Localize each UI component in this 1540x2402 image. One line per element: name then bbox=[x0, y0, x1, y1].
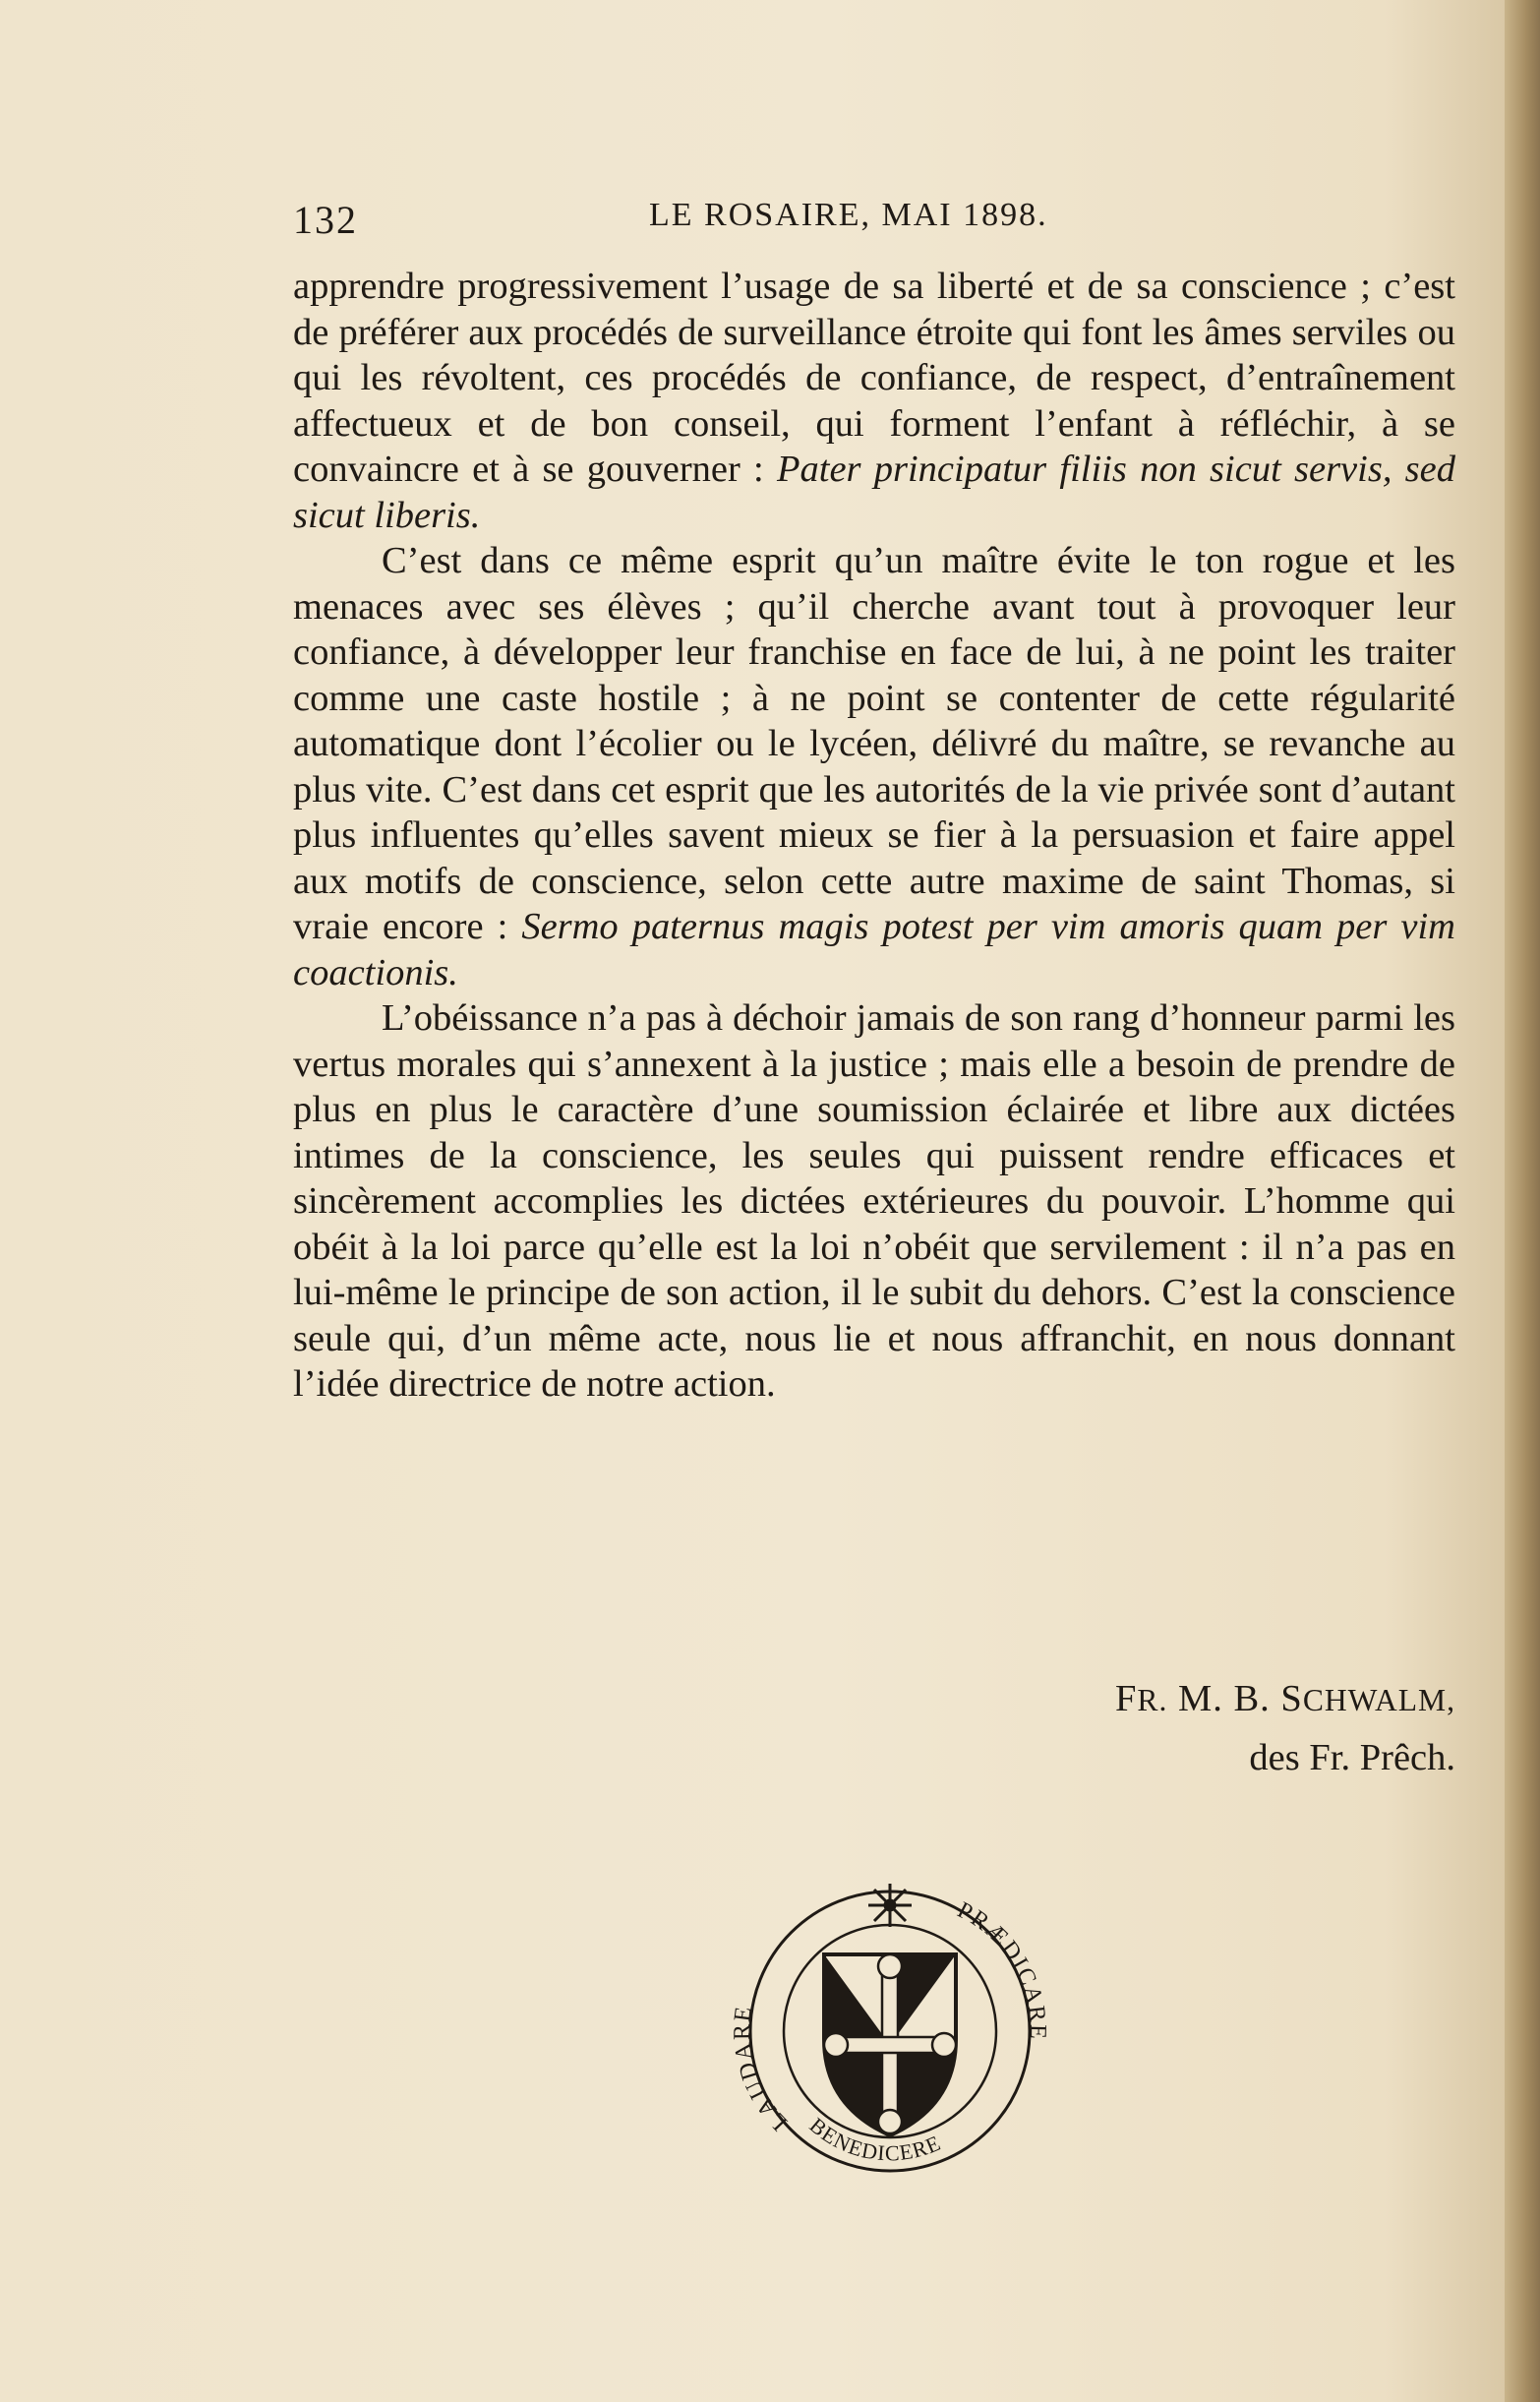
author-surname-initial: S bbox=[1280, 1678, 1303, 1719]
shield-icon bbox=[824, 1954, 956, 2135]
author-prefix-rest: R. bbox=[1137, 1683, 1168, 1717]
paragraph-2-text: C’est dans ce même esprit qu’un maître évite le ton rogue et les menaces avec ses élèves ; qu’il cherche avant tout à provoquer leur confiance, à développer leur franchise en face de lui, à ne point les traiter comme une caste hostile ; à ne point se contenter de cette régularité automatique dont l’écolier ou le lycéen, délivré du maître, se revanche au plus vite. C’est dans cet esprit que les autorités de la vie privée sont d’autant plus influentes qu’elles savent mieux se fier à la persuasion et faire appel aux motifs de conscience, selon cette autre maxime de saint Thomas, si vraie encore : bbox=[293, 540, 1455, 947]
paragraph-1-text: apprendre progressivement l’usage de sa liberté et de sa conscience ; c’est de préférer aux procédés de surveillance étroite qui font les âmes serviles ou qui les révoltent, ces procédés de confiance, de respect, d’entraînement affectueux et de bon conseil, qui forment l’enfant à réfléchir, à se convaincre et à se gouverner : bbox=[293, 266, 1455, 490]
latin-quote-2: Sermo paternus magis potest per vim amoris quam per vim coactionis. bbox=[293, 906, 1455, 993]
author-signature bbox=[293, 1670, 1455, 1786]
motto-right: PRÆDICARE bbox=[953, 1896, 1051, 2042]
svg-text:PRÆDICARE bbox=[953, 1897, 1050, 2041]
author-name bbox=[1115, 1678, 1455, 1719]
star-icon bbox=[868, 1884, 912, 1927]
motto-left: LAUDARE bbox=[729, 2003, 794, 2135]
author-order: des Fr. Prêch. bbox=[1249, 1737, 1455, 1778]
dominican-emblem bbox=[728, 1864, 1052, 2189]
book-spine-edge bbox=[1505, 0, 1540, 2402]
running-title: LE ROSAIRE, MAI 1898. bbox=[649, 197, 1048, 233]
paragraph-3-text: L’obéissance n’a pas à déchoir jamais de son rang d’honneur parmi les vertus morales qui s’annexent à la justice ; mais elle a besoin de prendre de plus en plus le caractère d’une soumission éclairée et libre aux dictées intimes de la conscience, les seules qui puissent rendre efficaces et sincèrement accomplies les dictées extérieures du pouvoir. L’homme qui obéit à la loi parce qu’elle est la loi n’obéit que servilement : il n’a pas en lui-même le principe de son action, il le subit du dehors. C’est la conscience seule qui, d’un même acte, nous lie et nous affranchit, en nous donnant l’idée directrice de notre action. bbox=[293, 997, 1455, 1405]
author-initials: M. B. bbox=[1177, 1678, 1271, 1719]
paragraph-2 bbox=[293, 538, 1455, 995]
paragraph-3 bbox=[293, 995, 1455, 1408]
body-text bbox=[293, 264, 1455, 1408]
paragraph-1 bbox=[293, 264, 1455, 538]
author-surname-rest: CHWALM, bbox=[1302, 1683, 1455, 1717]
latin-quote-1: Pater principatur filiis non sicut servis, sed sicut liberis. bbox=[293, 449, 1456, 536]
motto-bottom: BENEDICERE bbox=[804, 2112, 945, 2166]
author-prefix-initial: F bbox=[1114, 1678, 1138, 1719]
page-header bbox=[293, 197, 1453, 256]
page-number: 132 bbox=[293, 198, 358, 242]
